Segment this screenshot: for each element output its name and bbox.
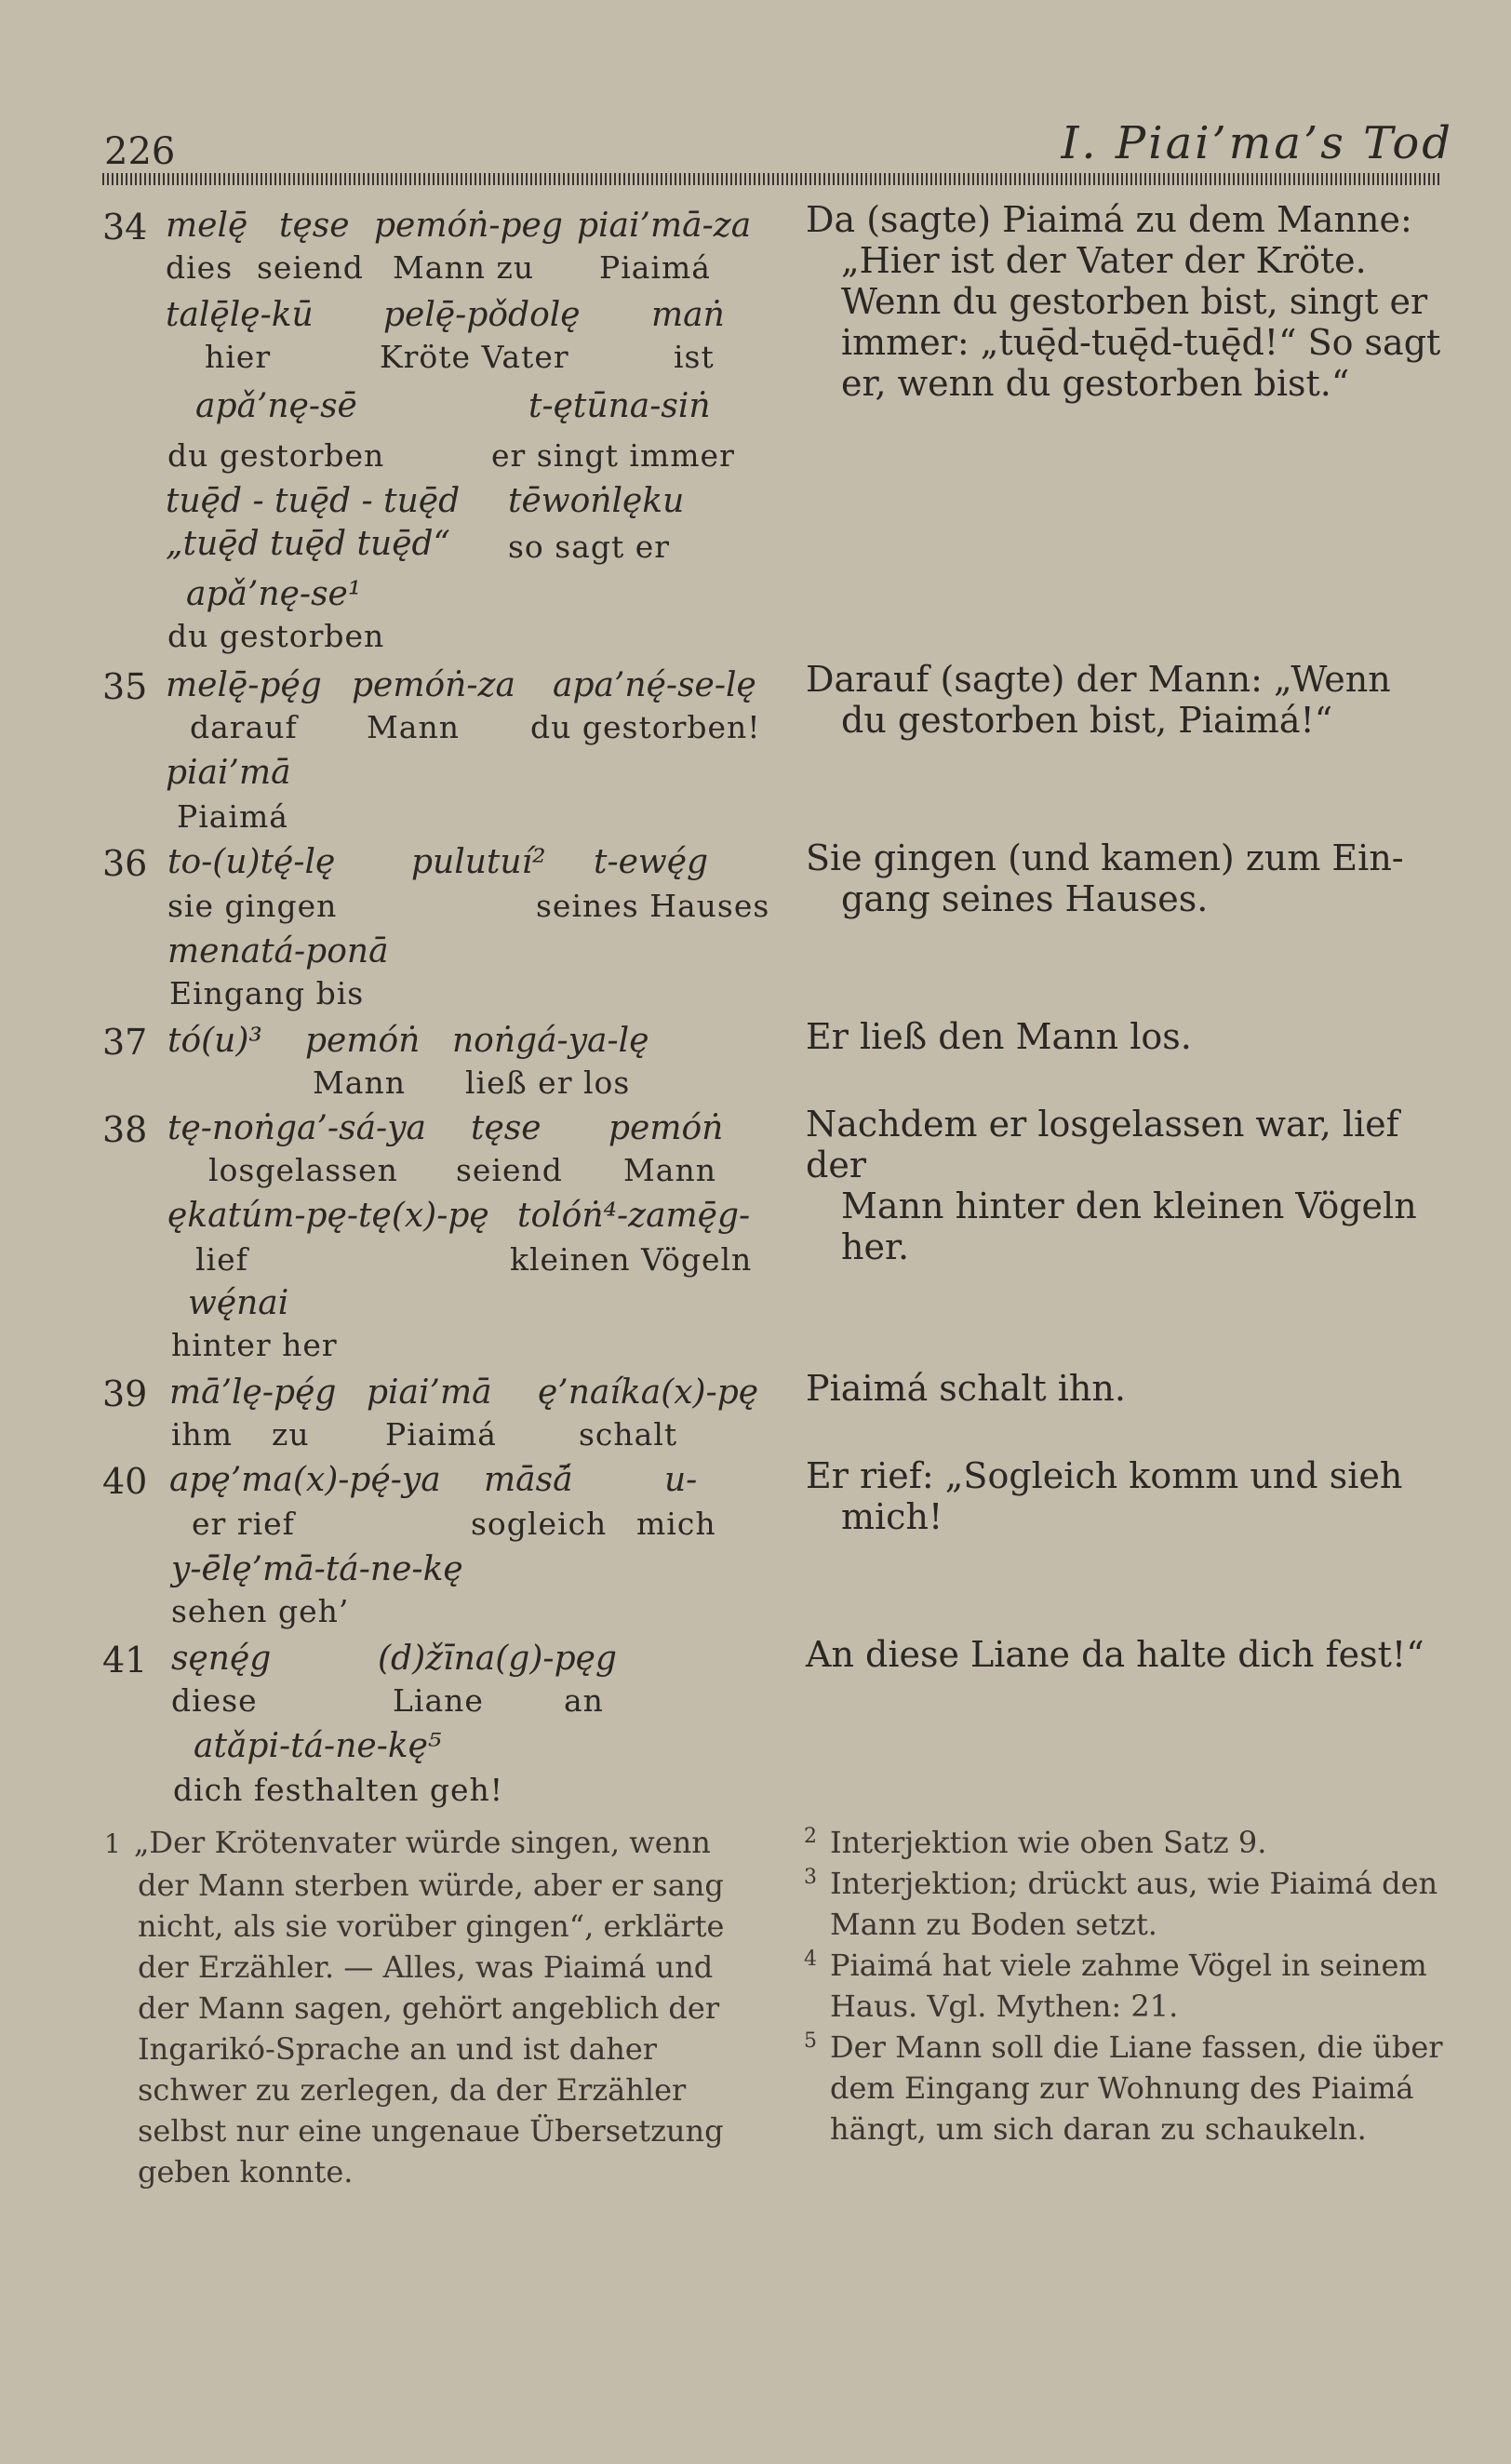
gloss: sie gingen xyxy=(167,888,338,924)
gloss: zu xyxy=(272,1416,310,1453)
footnote-5: 5 Der Mann soll die Liane fassen, die über dem Eingang zur Wohnung des Piaimá hängt, um sich daran zu schaukeln. xyxy=(804,2029,1443,2147)
gloss: hinter her xyxy=(171,1327,338,1363)
ingariko-word: tolóṅ⁴-zamę̄g- xyxy=(517,1197,751,1235)
ingariko-word: ękatúm-pę-tę(x)-pę xyxy=(167,1197,489,1235)
translation-39: Piaimá schalt ihn. xyxy=(806,1368,1126,1409)
translation-38: Nachdem er losgelassen war, lief der Mann hinter den kleinen Vögeln her. xyxy=(806,1104,1417,1267)
gloss: du gestorben! xyxy=(530,709,761,745)
gloss: seiend xyxy=(456,1152,563,1188)
ingariko-word: apǎ’nę-sē xyxy=(195,387,357,425)
gloss: Kröte Vater xyxy=(380,339,569,375)
gloss: dies xyxy=(166,249,234,286)
ingariko-word: noṅgá-ya-lę xyxy=(452,1022,649,1060)
gloss: diese xyxy=(171,1682,258,1719)
ingariko-word: piai’mā-za xyxy=(577,207,752,245)
footnote-2: 2 Interjektion wie oben Satz 9. xyxy=(804,1825,1267,1860)
gloss: darauf xyxy=(190,709,298,745)
ingariko-word: tuę̄d - tuę̄d - tuę̄d xyxy=(166,482,461,520)
gloss: so sagt er xyxy=(508,529,671,565)
sentence-number: 36 xyxy=(102,843,148,884)
gloss: hier xyxy=(205,339,272,375)
ingariko-word: sęnę́g xyxy=(171,1640,272,1678)
gloss: Piaimá xyxy=(599,249,711,286)
ingariko-word: pemóṅ xyxy=(608,1109,724,1147)
ingariko-word: pelę̄-pǒdolę xyxy=(383,296,581,334)
gloss: Mann xyxy=(623,1152,716,1188)
page-number: 226 xyxy=(104,130,176,173)
sentence-number: 35 xyxy=(102,666,148,707)
ingariko-word: mā’lę-pę́g xyxy=(169,1373,337,1412)
ingariko-word: tēwoṅlęku xyxy=(508,482,685,520)
ingariko-word: t-ętūna-siṅ xyxy=(528,387,711,425)
gloss: kleinen Vögeln xyxy=(510,1241,753,1278)
ingariko-word: (d)žīna(g)-pęg xyxy=(378,1640,617,1678)
ingariko-word: maṅ xyxy=(651,296,725,334)
gloss: seines Hauses xyxy=(536,888,770,924)
gloss: Piaimá xyxy=(177,798,288,835)
ingariko-word: apǎ’nę-se¹ xyxy=(186,575,362,613)
ingariko-word: pemóṅ xyxy=(305,1022,421,1060)
ingariko-word: to-(u)tę́-lę xyxy=(167,843,336,881)
ingariko-word: y-ē̄lę’mā-tá-ne-kę xyxy=(171,1550,463,1588)
gloss: sogleich xyxy=(471,1506,608,1542)
ingariko-word: māsā́ xyxy=(484,1461,573,1499)
ingariko-word: pemóṅ-peg xyxy=(374,207,563,245)
ingariko-word: apa’nę́-se-lę xyxy=(553,666,756,704)
gloss: ist xyxy=(674,339,715,375)
translation-37: Er ließ den Mann los. xyxy=(806,1016,1192,1057)
footnotes-right xyxy=(804,1822,1455,2149)
footnote-1: 1 „Der Krötenvater würde singen, wenn der Mann sterben würde, aber er sang nicht, als sie vorüber gingen“, erklärte der Erzähler. — Alles, was Piaimá und der Mann sagen, gehört angeblich der Ingarikó-Sprache an und ist daher schwer zu zerlegen, da der Erzähler selbst nur eine ungenaue Übersetzung geben konnte. xyxy=(104,1825,725,2189)
gloss: Eingang bis xyxy=(169,975,365,1011)
ingariko-word: pulutuí² xyxy=(411,843,546,881)
gloss: schalt xyxy=(579,1416,678,1453)
sentence-number: 37 xyxy=(102,1022,148,1063)
ingariko-word: melę̄ xyxy=(166,207,248,245)
ingariko-word: wę́nai xyxy=(188,1284,289,1322)
ingariko-word: tó(u)³ xyxy=(167,1022,262,1060)
sentence-number: 41 xyxy=(102,1640,148,1681)
sentence-number: 39 xyxy=(102,1373,148,1414)
ingariko-word: tę-noṅga’-sá-ya xyxy=(167,1109,426,1147)
ingariko-quote: „tuę̄d tuę̄d tuę̄d“ xyxy=(166,525,450,563)
footnote-3: 3 Interjektion; drückt aus, wie Piaimá den Mann zu Boden setzt. xyxy=(804,1866,1438,1942)
footnote-4: 4 Piaimá hat viele zahme Vögel in seinem Haus. Vgl. Mythen: 21. xyxy=(804,1948,1427,2024)
gloss: losgelassen xyxy=(208,1152,398,1188)
gloss: Liane xyxy=(393,1682,484,1719)
translation-34: Da (sagte) Piaimá zu dem Manne: „Hier ist der Vater der Kröte. Wenn du gestorben bist, singt er immer: „tuę̄d-tuę̄d-tuę̄d!“ So sagt er, wenn du gestorben bist.“ xyxy=(806,199,1441,404)
translation-41: An diese Liane da halte dich fest!“ xyxy=(806,1634,1424,1675)
sentence-number: 40 xyxy=(102,1461,148,1502)
ingariko-word: atǎpi-tá-ne-kę⁵ xyxy=(194,1727,442,1765)
ingariko-word: ę’naíka(x)-pę xyxy=(538,1373,759,1412)
translation-40: Er rief: „Sogleich komm und sieh mich! xyxy=(806,1455,1403,1537)
gloss: Mann xyxy=(367,709,460,745)
translation-36: Sie gingen (und kamen) zum Ein- gang seines Hauses. xyxy=(806,837,1404,919)
gloss: lief xyxy=(195,1241,248,1278)
gloss: Piaimá xyxy=(385,1416,497,1453)
gloss: ließ er los xyxy=(465,1065,631,1101)
gloss: du gestorben xyxy=(167,437,385,474)
ingariko-word: piai’mā xyxy=(367,1373,492,1412)
header-rule xyxy=(102,173,1442,185)
gloss: Mann xyxy=(313,1065,406,1101)
gloss: Mann zu xyxy=(393,249,535,286)
ingariko-word: u- xyxy=(664,1461,698,1499)
ingariko-word: tęse xyxy=(471,1109,542,1147)
gloss: du gestorben xyxy=(167,618,385,654)
ingariko-word: t-ewę́g xyxy=(594,843,709,881)
ingariko-word: piai’mā xyxy=(166,754,291,792)
ingariko-word: melę̄-pę́g xyxy=(166,666,322,704)
ingariko-word: tęse xyxy=(279,207,350,245)
gloss: er rief xyxy=(192,1506,295,1542)
ingariko-word: menatá-ponā xyxy=(167,932,389,971)
ingariko-word: pemóṅ-za xyxy=(352,666,515,704)
gloss: sehen geh’ xyxy=(171,1593,350,1629)
gloss: seiend xyxy=(257,249,364,286)
translation-35: Darauf (sagte) der Mann: „Wenn du gestorben bist, Piaimá!“ xyxy=(806,659,1391,741)
gloss: mich xyxy=(636,1506,716,1542)
gloss: an xyxy=(564,1682,604,1719)
running-title: I. Piai’ma’s Tod xyxy=(1061,117,1453,169)
gloss: er singt immer xyxy=(491,437,735,474)
ingariko-word: apę’ma(x)-pę́-ya xyxy=(169,1461,441,1499)
ingariko-word: talę̄lę-kū xyxy=(166,296,314,334)
gloss: dich festhalten geh! xyxy=(173,1772,504,1808)
gloss: ihm xyxy=(171,1416,234,1453)
sentence-number: 38 xyxy=(102,1109,148,1150)
sentence-number: 34 xyxy=(102,207,148,248)
